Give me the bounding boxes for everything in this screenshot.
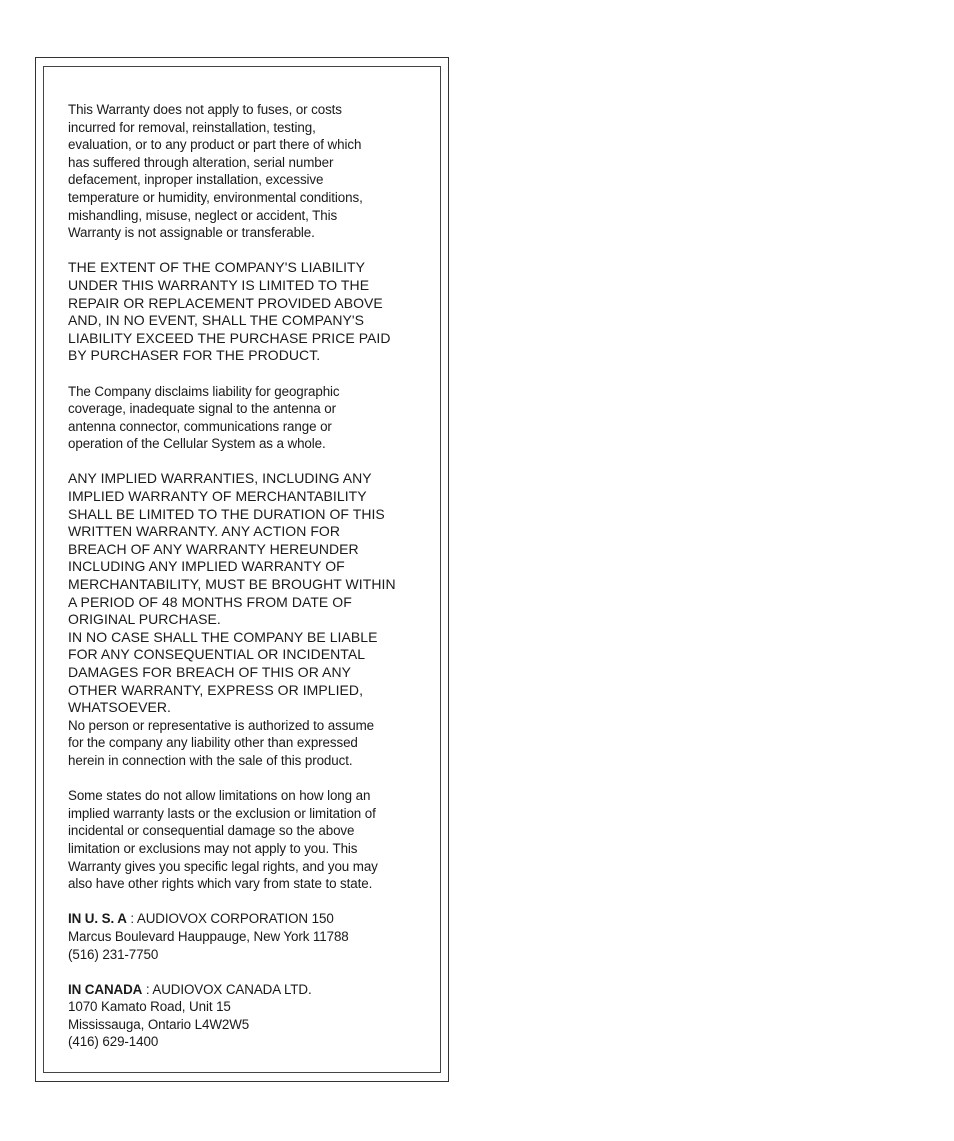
canada-contact-label: IN CANADA bbox=[68, 981, 143, 997]
state-rights-paragraph: Some states do not allow limitations on how long an implied warranty lasts or the exclusion or limitation of incidental or consequential damage so the above limitation or exclusions may not apply to you. This Warranty gives you specific legal rights, and you may also have other rights which vary from state to state. bbox=[68, 788, 378, 892]
paragraph-spacer bbox=[68, 893, 433, 911]
canada-contact bbox=[68, 981, 433, 1051]
usa-contact-details: : AUDIOVOX CORPORATION 150 Marcus Boulevard Hauppauge, New York 11788 (516) 231-7750 bbox=[68, 911, 349, 962]
liability-limit-paragraph: THE EXTENT OF THE COMPANY'S LIABILITY UNDER THIS WARRANTY IS LIMITED TO THE REPAIR OR REPLACEMENT PROVIDED ABOVE AND, IN NO EVENT, SHALL THE COMPANY'S LIABILITY EXCEED THE PURCHASE PRICE PAID BY PURCHASER FOR THE PRODUCT. bbox=[68, 259, 391, 364]
usa-contact bbox=[68, 910, 433, 963]
paragraph-spacer bbox=[68, 963, 433, 981]
implied-warranties-paragraph: ANY IMPLIED WARRANTIES, INCLUDING ANY IMPLIED WARRANTY OF MERCHANTABILITY SHALL BE LIMITED TO THE DURATION OF THIS WRITTEN WARRANTY. ANY ACTION FOR BREACH OF ANY WARRANTY HEREUNDER INCLUDING ANY IMPLIED WARRANTY OF MERCHANTABILITY, MUST BE BROUGHT WITHIN A PERIOD OF 48 MONTHS FROM DATE OF ORIGINAL PURCHASE. IN NO CASE SHALL THE COMPANY BE LIABLE FOR ANY CONSEQUENTIAL OR INCIDENTAL DAMAGES FOR BREACH OF THIS OR ANY OTHER WARRANTY, EXPRESS OR IMPLIED, WHATSOEVER. bbox=[68, 470, 396, 716]
warranty-text-block bbox=[68, 101, 433, 1051]
canada-contact-details: : AUDIOVOX CANADA LTD. 1070 Kamato Road, Unit 15 Mississauga, Ontario L4W2W5 (416) 629-1400 bbox=[68, 981, 312, 1050]
paragraph-spacer bbox=[68, 770, 433, 788]
paragraph-spacer bbox=[68, 365, 433, 383]
warranty-exclusions-paragraph: This Warranty does not apply to fuses, or costs incurred for removal, reinstallation, testing, evaluation, or to any product or part there of which has suffered through alteration, serial number defacement, inproper installation, excessive temperature or humidity, environmental conditions, mishandling, misuse, neglect or accident, This Warranty is not assignable or transferable. bbox=[68, 102, 363, 241]
paragraph-spacer bbox=[68, 453, 433, 471]
usa-contact-label: IN U. S. A bbox=[68, 911, 127, 927]
no-representative-paragraph: No person or representative is authorized to assume for the company any liability other than expressed herein in connection with the sale of this product. bbox=[68, 717, 375, 768]
paragraph-spacer bbox=[68, 242, 433, 260]
coverage-disclaimer-paragraph: The Company disclaims liability for geographic coverage, inadequate signal to the antenna or antenna connector, communications range or operation of the Cellular System as a whole. bbox=[68, 383, 340, 452]
